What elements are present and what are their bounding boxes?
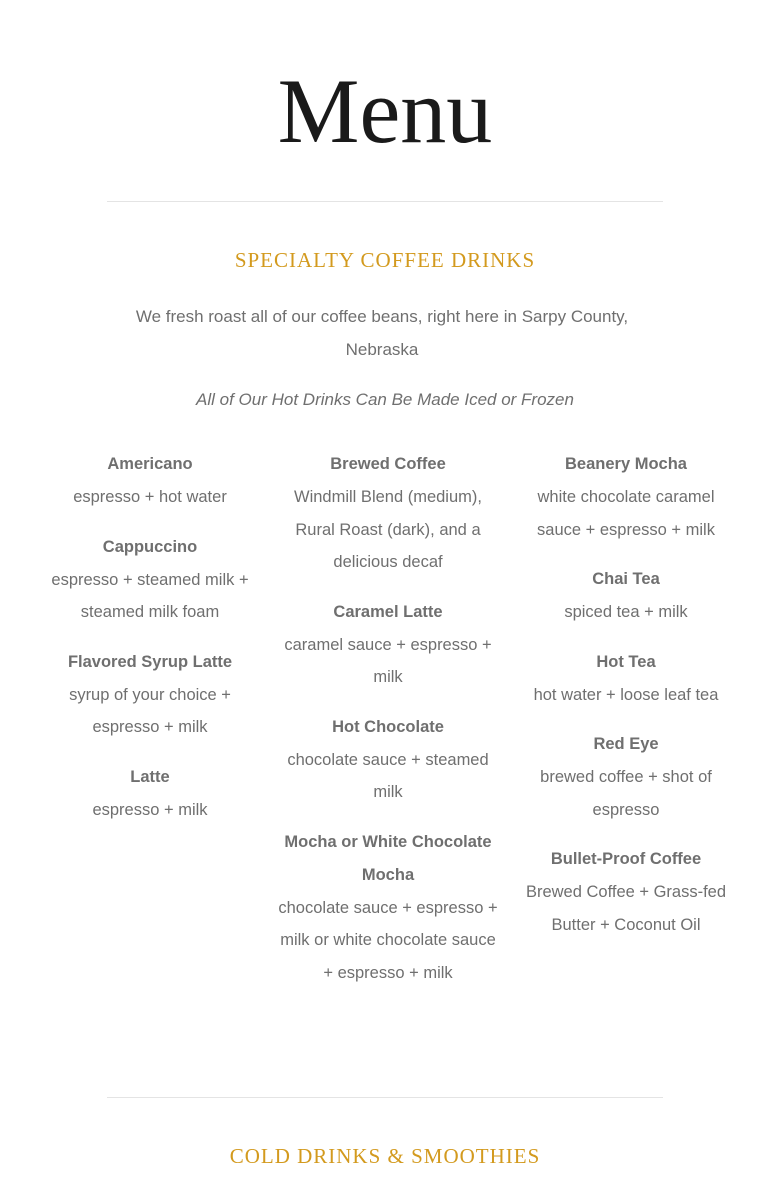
- menu-item: [514, 728, 738, 826]
- menu-item: [276, 448, 500, 579]
- menu-item-description: espresso + steamed milk + steamed milk foam: [51, 570, 249, 621]
- menu-item-name: Red Eye: [593, 735, 659, 753]
- menu-item-description: chocolate sauce + steamed milk: [287, 750, 489, 801]
- menu-item-description: spiced tea + milk: [564, 603, 688, 621]
- menu-item-name: Beanery Mocha: [565, 455, 687, 473]
- bottom-divider: [107, 1097, 663, 1098]
- menu-column-1: [38, 448, 262, 1006]
- menu-item-name: Flavored Syrup Latte: [67, 652, 233, 671]
- menu-item: [514, 563, 738, 629]
- menu-item-name: Bullet-Proof Coffee: [550, 850, 702, 868]
- menu-item: [38, 448, 262, 514]
- menu-item-name: Americano: [107, 455, 193, 473]
- specialty-iced-frozen-note: All of Our Hot Drinks Can Be Made Iced or Frozen: [196, 390, 574, 409]
- specialty-menu-grid: [38, 448, 738, 1006]
- menu-item: [276, 596, 500, 694]
- menu-item-description: caramel sauce + espresso + milk: [284, 635, 492, 686]
- menu-item-description: brewed coffee + shot of espresso: [540, 768, 712, 819]
- menu-item-description: hot water + loose leaf tea: [533, 685, 719, 704]
- menu-item-description: espresso + hot water: [73, 488, 227, 506]
- page-title: Menu: [277, 60, 493, 162]
- menu-item: [276, 711, 500, 809]
- cold-drinks-heading: COLD DRINKS & SMOOTHIES: [229, 1144, 541, 1168]
- menu-item: [38, 646, 262, 744]
- menu-item-name: Hot Tea: [596, 652, 656, 671]
- menu-item-name: Brewed Coffee: [330, 455, 446, 473]
- menu-item-description: syrup of your choice + espresso + milk: [69, 685, 231, 736]
- menu-item-name: Latte: [130, 767, 170, 786]
- menu-item: [38, 531, 262, 629]
- menu-column-2: [276, 448, 500, 1006]
- menu-item-description: white chocolate caramel sauce + espresso + milk: [537, 488, 715, 539]
- menu-item: [514, 843, 738, 941]
- menu-item: [276, 826, 500, 990]
- menu-item: [38, 761, 262, 827]
- menu-item-name: Mocha or White Chocolate Mocha: [284, 832, 492, 884]
- menu-item-name: Hot Chocolate: [332, 717, 444, 736]
- top-divider: [107, 201, 663, 202]
- menu-item-description: Brewed Coffee + Grass-fed Butter + Coconut Oil: [525, 883, 727, 934]
- menu-item-description: chocolate sauce + espresso + milk or white chocolate sauce + espresso + milk: [278, 898, 498, 982]
- menu-column-3: [514, 448, 738, 1006]
- menu-item-name: Chai Tea: [592, 570, 660, 588]
- specialty-coffee-heading: SPECIALTY COFFEE DRINKS: [234, 248, 536, 272]
- menu-item: [514, 646, 738, 712]
- menu-item-name: Caramel Latte: [333, 602, 443, 621]
- menu-item-name: Cappuccino: [102, 537, 198, 556]
- specialty-intro-text: We fresh roast all of our coffee beans, right here in Sarpy County, Nebraska: [135, 307, 629, 359]
- menu-item: [514, 448, 738, 546]
- menu-item-description: espresso + milk: [92, 800, 208, 819]
- menu-item-description: Windmill Blend (medium), Rural Roast (dark), and a delicious decaf: [294, 488, 482, 571]
